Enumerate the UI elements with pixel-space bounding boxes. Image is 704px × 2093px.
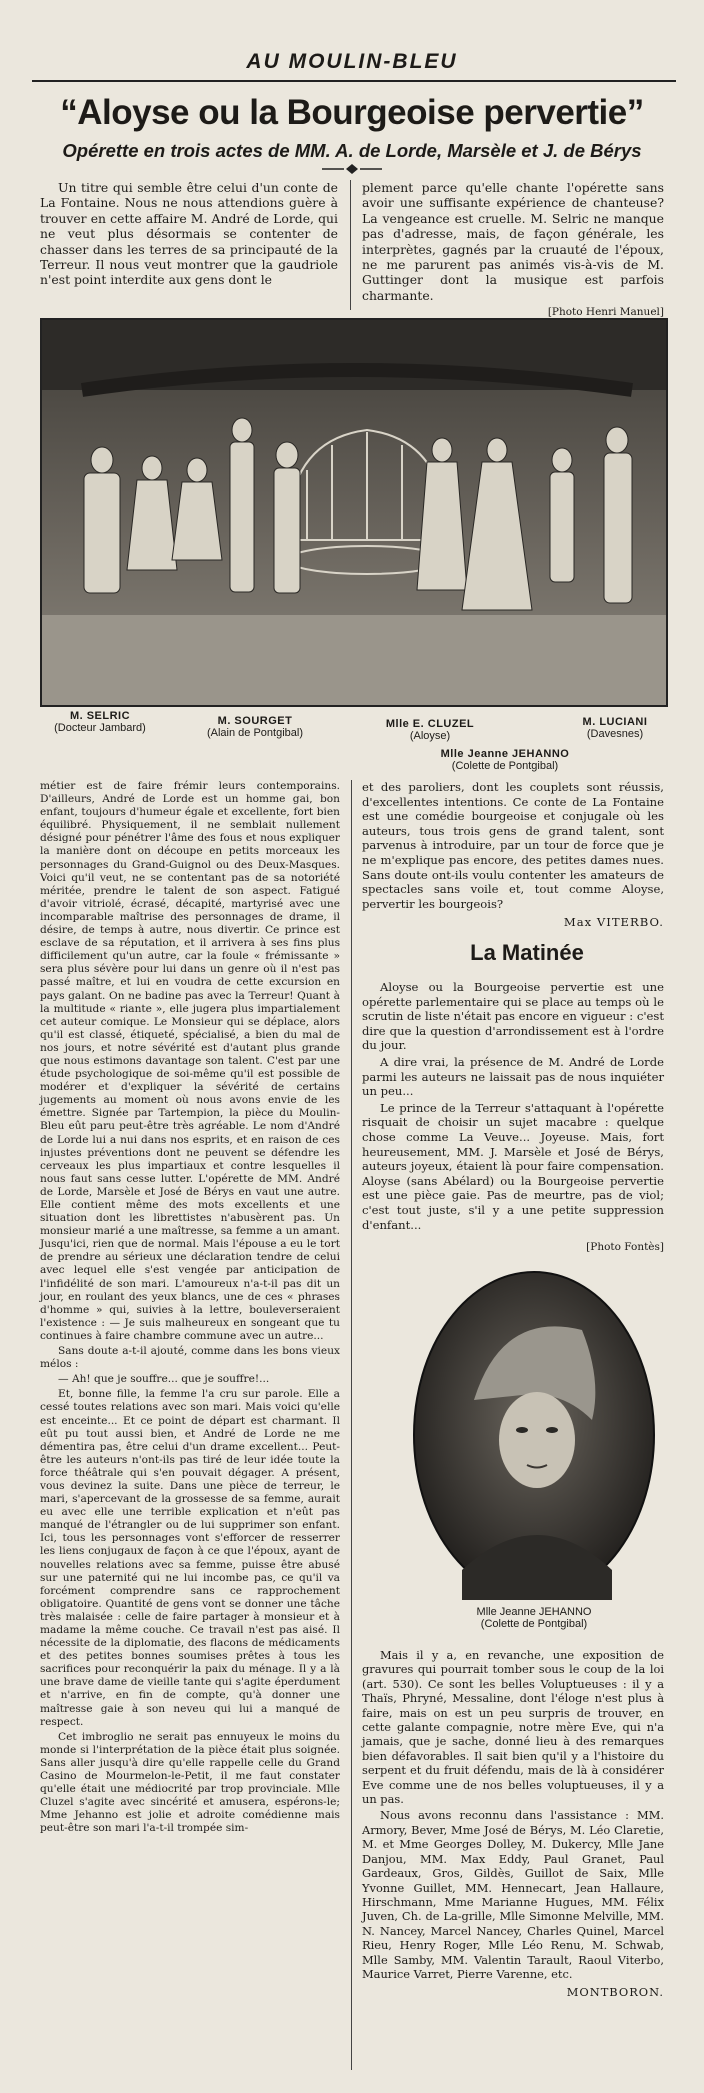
paragraph: Cet imbroglio ne serait pas ennuyeux le moins du monde si l'interprétation de la pièce était plus soignée. Sans aller jusqu'à dire qu'elle rappelle celle du Grand Casino de Mourmelon-le-Petit, il me faut constater qu'elle était une médiocrité par trop provinciale. Mlle Cluzel s'agite avec sincérité et amusera, espérons-le; Mme Jehanno est jolie et adroite comédienne mais peut-être son mari l'a-t-il trompée sim- bbox=[40, 1730, 340, 1835]
paragraph: Mais il y a, en revanche, une exposition de gravures qui pourrait tomber sous le coup de la loi (art. 530). Ce sont les belles Voluptueuses : il y a Thaïs, Phryné, Messaline, dont l'éloge n'est plus à faire, mais on est un peu surpris de trouver, en cette galante compagnie, notre mère Eve, qui n'a jamais, que je sache, donné lieu à des remarques bien défavorables. Il sait bien qu'il y a l'histoire du serpent et du fruit défendu, mais de là à considérer Eve comme une de nos belles voluptueuses, il y a un pas. bbox=[362, 1648, 664, 1807]
intro-left-column bbox=[40, 180, 338, 288]
main-left-column bbox=[40, 780, 340, 1836]
main-right-column bbox=[362, 780, 664, 930]
caption-luciani: M. LUCIANI (Davesnes) bbox=[582, 716, 648, 740]
caption-jehanno: Mlle Jeanne JEHANNO (Colette de Pontgibal) bbox=[440, 748, 570, 772]
matinee-tail-column bbox=[362, 1648, 664, 2000]
top-rule bbox=[32, 80, 676, 82]
paragraph: A dire vrai, la présence de M. André de Lorde parmi les auteurs ne laissait pas de nous inquiéter un peu... bbox=[362, 1054, 664, 1099]
signature-viterbo: Max VITERBO. bbox=[563, 915, 664, 930]
paragraph: Aloyse ou la Bourgeoise pervertie est une opérette parlementaire qui se place au temps où le scrutin de liste n'était pas encore en vigueur : c'est dire que la question d'arrondissement est à l'ordre du jour. bbox=[362, 980, 664, 1053]
stage-photograph bbox=[40, 318, 668, 707]
section-title-matinee: La Matinée bbox=[470, 940, 584, 965]
portrait-caption: Mlle Jeanne JEHANNO (Colette de Pontgibal) bbox=[476, 1606, 592, 1630]
photo-credit: [Photo Henri Manuel] bbox=[547, 306, 664, 319]
paragraph: — Ah! que je souffre... que je souffre!... bbox=[58, 1373, 270, 1386]
paragraph: Et, bonne fille, la femme l'a cru sur parole. Elle a cessé toutes relations avec son mari. Mais voici qu'elle est enceinte... Et ce point de départ est charmant. Il eût pu tout aussi bien, et André de Lorde ne me démentira pas, être celui d'un drame excellent... Peut-être les auteurs n'ont-ils pas tiré de leur idée toute la force théâtrale qui s'en pouvait dégager. A présent, vous devinez la suite. Dans une pièce de terreur, le mari, s'apercevant de la grossesse de sa femme, aurait eu avec elle une terrible explication et n'eût pas manqué de l'étrangler ou de lui supprimer son enfant. Ici, tous les personnages vont s'efforcer de resserrer les liens conjugaux de façon à ce que l'époux, ayant de nouvelles relations avec sa femme, puisse être abusé sur une paternité qui ne lui incombe pas, ce qu'il va forcément comprendre sans ce rapprochement obligatoire. Quantité de gens vont se donner une tâche très malaisée : celle de faire partager à monsieur et à madame la même couche. Ce travail n'est pas aisé. Il nécessite de la diplomatie, des flacons de médicaments et des petites bonnes soumises prêtes à tous les sacrifices pour reconquérir la paix du ménage. Il y a là une brave dame de vieille tante qui s'agite éperdument et n'arrive, en fin de compte, qu'à donner une maîtresse gaie à son neveu qui lui a manqué de respect. bbox=[40, 1388, 340, 1728]
caption-selric: M. SELRIC (Docteur Jambard) bbox=[54, 710, 146, 734]
paragraph: Sans doute a-t-il ajouté, comme dans les bons vieux mélos : bbox=[40, 1345, 340, 1371]
intro-right-column bbox=[362, 180, 664, 321]
intro-left-text: Un titre qui semble être celui d'un conte de La Fontaine. Nous ne nous attendions guère à trouver en cette affaire M. André de Lorde, qui ne veut plus désormais se contenter de chasser dans les terres de sa principauté de la Terreur. Il nous veut montrer que la gaudriole n'est point interdite aux gens dont le bbox=[40, 180, 338, 288]
column-divider bbox=[351, 780, 352, 2070]
photo-credit-2: [Photo Fontès] bbox=[586, 1241, 664, 1254]
column-divider bbox=[350, 180, 351, 310]
paragraph: Nous avons reconnu dans l'assistance : MM. Armory, Bever, Mme José de Bérys, M. Léo Claretie, M. et Mme Georges Dolley, M. Dukercy, Mlle Jane Danjou, MM. Max Eddy, Paul Granet, Paul Gardeaux, Gros, Gildès, Guillot de Saix, Mlle Yvonne Guillet, MM. Hennecart, Jean Hallaure, Hirschmann, Mme Marianne Hugues, MM. Félix Juven, Ch. de La-grille, Mlle Simonne Melville, MM. N. Nancey, Marcel Nancey, Charles Quinel, Marcel Rieu, Henry Roger, Mlle Léo Renu, M. Schwab, Mlle Samby, MM. Valentin Tarault, Raoul Viterbo, Maurice Varret, Pierre Varenne, etc. bbox=[362, 1808, 664, 1981]
ornament-icon bbox=[322, 163, 382, 175]
intro-right-text: plement parce qu'elle chante l'opérette sans avoir une suffisante expérience de chanteuse? La vengeance est cruelle. M. Selric ne manque pas d'adresse, mais, de façon générale, les interprètes, gagnés par la cruauté de l'époux, ne me parurent pas animés vis-à-vis de M. Guttinger dont la musique est parfois charmante. bbox=[362, 180, 664, 303]
headline: “Aloyse ou la Bourgeoise pervertie” bbox=[60, 93, 644, 132]
paragraph: métier est de faire frémir leurs contemporains. D'ailleurs, André de Lorde est un homme gai, bon enfant, toujours d'humeur égale et excellente, fort bien équilibré. Physiquement, il ne semblait nullement désigné pour pénétrer l'âme des fous et nous expliquer la manière dont on découpe en petits morceaux les personnages du Grand-Guignol ou des Deux-Masques. Voici qu'il veut, ne se contentant pas de sa notoriété méritée, prendre le talent de son aspect. Fatigué d'avoir vitriolé, écrasé, décapité, martyrisé avec une incomparable maîtrise des personnages de drame, il désire, de temps à autre, nous divertir. Ce prince est esclave de sa réputation, et il arrivera à ses fins plus difficilement qu'un autre, car la foule « frémissante » sera plus sévère pour lui dans un genre où il n'est pas passé maître, et lui en voudra de cette excursion en pays galant. On ne badine pas avec la Terreur! Quant à la multitude « riante », elle jugera plus impartialement cet auteur comique. Le Monsieur qui se déplace, alors qu'il est classé, étiqueté, spécialisé, a bien du mal de nos jours, et notre sévérité est d'autant plus grande que nous estimons davantage son talent. C'est par une étude psychologique de soi-même qu'il est possible de modérer et d'expliquer la sévérité de certains jugements au moment où nous avons envie de les émettre. Signée par Tartempion, la pièce du Moulin-Bleu eût paru peut-être très agréable. Le nom d'André de Lorde lui a nui dans nos esprits, et en raison de ces injustes préventions dont ne peuvent se défendre les cerveaux les plus impartiaux et contre lesquelles il nous faut sans cesse lutter. L'opérette de MM. André de Lorde, Marsèle et José de Bérys en vaut une autre. Elle contient même des mots excellents et une situation dont les librettistes n'abusèrent pas. Un monsieur marié a une maîtresse, sa femme a un amant. Jusqu'ici, rien que de normal. Mais l'épouse a eu le tort de prendre au sérieux une déclaration tendre de celui avec lequel elle s'est vengée par anticipation de l'infidélité de son mari. L'amoureux n'a-t-il pas dit un jour, en roulant des yeux blancs, une de ces « phrases d'homme » qui, suivies à la lettre, bouleverseraient l'existence : — Je suis malheureux en songeant que tu continues à faire chambre commune avec un autre... bbox=[40, 780, 340, 1342]
portrait-photograph bbox=[412, 1270, 656, 1600]
signature-montboron: MONTBORON. bbox=[566, 1985, 664, 2000]
caption-sourget: M. SOURGET (Alain de Pontgibal) bbox=[206, 715, 303, 739]
subhead: Opérette en trois actes de MM. A. de Lorde, Marsèle et J. de Bérys bbox=[62, 140, 642, 161]
paragraph: Le prince de la Terreur s'attaquant à l'opérette risquait de choisir un sujet macabre : quelque chose comme La Veuve... Joyeuse. Mais, fort heureusement, MM. J. Marsèle et José de Bérys, auteurs joyeux, étaient là pour faire compensation. Aloyse (sans Abélard) ou la Bourgeoise pervertie est une pièce gaie. Pas de meurtre, pas de viol; c'est tout juste, s'il y a une petite suppression d'enfant... bbox=[362, 1100, 664, 1232]
paragraph: et des paroliers, dont les couplets sont réussis, d'excellentes intentions. Ce conte de La Fontaine est une comédie bourgeoise et conjugale où les auteurs, tous trois gens de grand talent, sont parvenus à introduire, par un tour de force que je ne m'explique pas encore, des petites dames nues. Sans doute ont-ils voulu contenter les amateurs de spectacles sans voile et, tout comme Aloyse, pervertir les bourgeois? bbox=[362, 780, 664, 911]
caption-cluzel: Mlle E. CLUZEL (Aloyse) bbox=[385, 718, 475, 742]
matinee-column bbox=[362, 980, 664, 1255]
rubric: AU MOULIN-BLEU bbox=[246, 50, 458, 73]
